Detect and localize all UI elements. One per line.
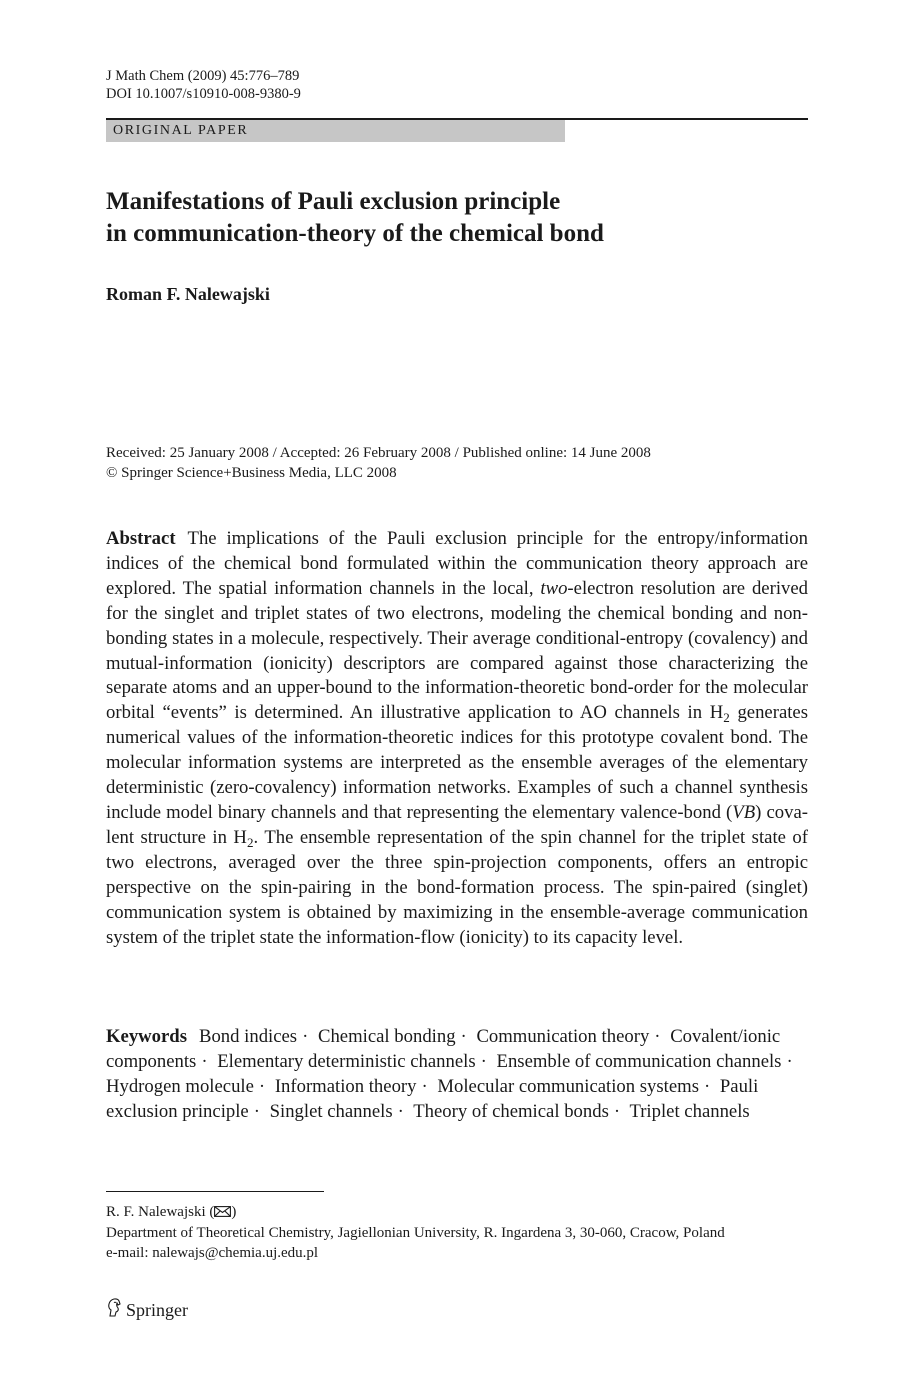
correspondence-close: ) (231, 1204, 237, 1220)
keyword-item: Communication theory (476, 1026, 650, 1047)
keyword-item: Theory of chemical bonds (413, 1100, 609, 1122)
keyword-separator: · (258, 1075, 266, 1097)
keyword-item: Triplet channels (629, 1100, 750, 1122)
keyword-item: Information theory (274, 1075, 417, 1097)
abstract-text-1: The implications of the Pauli exclusion principle for the entropy/information indices of the chemical bond formulated within the communication theory approach are explored. The spatial information channels in the local, (106, 528, 808, 599)
keyword-separator: · (302, 1026, 309, 1047)
correspondence (106, 1202, 826, 1223)
keyword-item: Elementary deterministic channels (217, 1050, 476, 1072)
abstract-text-3: generates numerical values of the information-theoretic indices for this prototype covalent bond. The molecular information systems are interpreted as the ensemble averages of the elementary deterministic (zero-covalency) information networks. Examples of such a channel synthesis include model binary channels and that representing the elementary valence-bond ( (106, 702, 808, 823)
subscript-2: 2 (246, 834, 254, 850)
keyword-item: Molecular communication systems (437, 1075, 699, 1097)
doi: DOI 10.1007/s10910-008-9380-9 (106, 86, 301, 102)
footnote-rule (106, 1191, 324, 1192)
keyword-item: Covalent/ionic components (106, 1026, 781, 1072)
keyword-separator: · (654, 1026, 661, 1047)
abstract-text-5: . The ensemble representation of the spin channel for the triplet state of two electrons, averaged over the three spin-projection components, offers an entropic perspective on the spin-pairing in the bond-formation process. The spin-paired (singlet) communication system is obtained by maximizing in the ensemble-average communication system of the triplet state the information-flow (ionicity) to its capacity level. (106, 826, 808, 948)
footnote (106, 1202, 826, 1263)
abstract-text-2: -electron resolution are derived for the singlet and triplet states of two electrons, modeling the chemical bonding and non-bonding states in a molecule, respectively. Their average conditional-entropy (covalency) and mutual-information (ionicity) descriptors are compared against those characterizing the separate atoms and an upper-bound to the information-theoretic bond-order for the molecular orbital “events” is determined. An illustrative application to AO channels in H (106, 577, 808, 724)
springer-horse-icon (106, 1298, 122, 1322)
keyword-separator: · (421, 1075, 428, 1097)
abstract-emphasis-vb: VB (732, 801, 756, 823)
journal-citation: J Math Chem (2009) 45:776–789 (106, 68, 300, 84)
keyword-separator: · (201, 1050, 208, 1072)
publication-dates (106, 443, 651, 483)
keyword-item: Chemical bonding (318, 1026, 456, 1047)
keyword-separator: · (460, 1026, 467, 1047)
history-dates: Received: 25 January 2008 / Accepted: 26 February 2008 / Published online: 14 June 2008 (106, 445, 651, 461)
keyword-separator: · (786, 1050, 793, 1072)
article-title (106, 186, 604, 250)
publisher-name: Springer (126, 1299, 188, 1320)
title-line-1: Manifestations of Pauli exclusion principle (106, 188, 561, 215)
envelope-icon (214, 1203, 231, 1223)
abstract (106, 527, 808, 950)
subscript-2: 2 (723, 710, 730, 726)
keyword-separator: · (613, 1100, 621, 1122)
keywords (106, 1025, 808, 1125)
keyword-item: Pauli exclusion principle (106, 1075, 759, 1122)
abstract-label: Abstract (106, 528, 176, 549)
keyword-separator: · (397, 1100, 404, 1122)
title-line-2: in communication-theory of the chemical bond (106, 220, 604, 247)
copyright: © Springer Science+Business Media, LLC 2008 (106, 465, 397, 481)
article-type-badge: ORIGINAL PAPER (106, 120, 565, 142)
affiliation: Department of Theoretical Chemistry, Jagiellonian University, R. Ingardena 3, 30-060, Cracow, Poland (106, 1225, 725, 1241)
keyword-separator: · (480, 1050, 487, 1072)
keyword-item: Singlet channels (269, 1100, 393, 1122)
email: e-mail: nalewajs@chemia.uj.edu.pl (106, 1245, 319, 1261)
keywords-label: Keywords (106, 1026, 187, 1047)
journal-info (106, 67, 301, 103)
keyword-item: Ensemble of communication channels (496, 1050, 782, 1072)
abstract-text-4: ) covalent structure in H (106, 801, 808, 848)
abstract-emphasis-two: two (540, 577, 568, 599)
author-name: Roman F. Nalewajski (106, 284, 270, 304)
keyword-item: Bond indices (198, 1026, 298, 1047)
keyword-item: Hydrogen molecule (106, 1075, 254, 1097)
keyword-list (106, 1026, 798, 1122)
keyword-separator: · (703, 1075, 711, 1097)
correspondence-name: R. F. Nalewajski ( (106, 1204, 215, 1220)
keyword-separator: · (253, 1100, 260, 1122)
publisher-logo (106, 1298, 188, 1322)
